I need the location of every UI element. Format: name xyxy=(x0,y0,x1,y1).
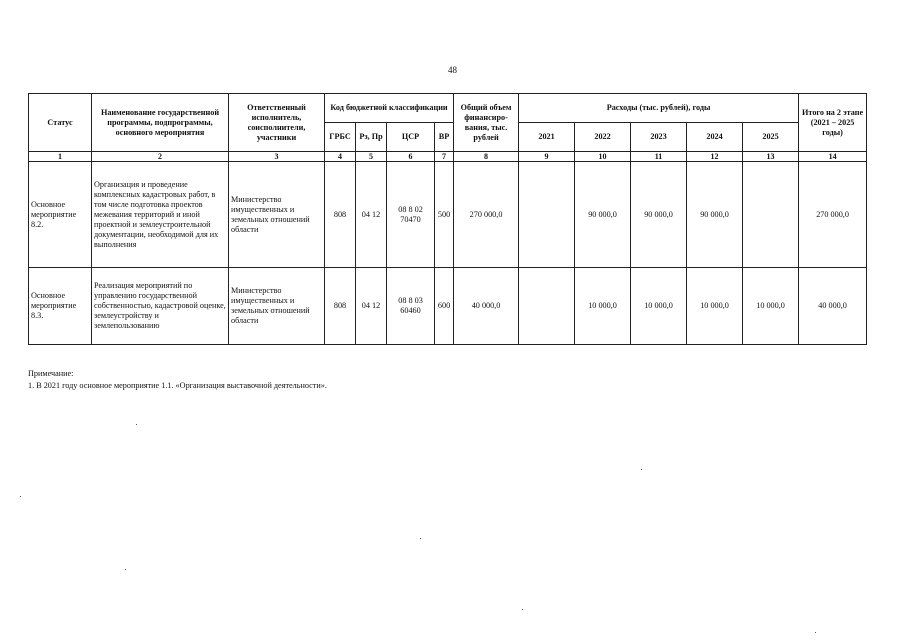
year-2021-cell xyxy=(519,162,575,268)
header-expenses: Расходы (тыс. рублей), годы xyxy=(519,94,799,123)
grbs-cell: 808 xyxy=(325,268,356,345)
column-number: 14 xyxy=(799,152,867,162)
column-number: 2 xyxy=(92,152,229,162)
csr-cell: 08 8 03 60460 xyxy=(387,268,435,345)
rzpr-cell: 04 12 xyxy=(356,268,387,345)
total-cell: 270 000,0 xyxy=(454,162,519,268)
stage-total-cell: 40 000,0 xyxy=(799,268,867,345)
name-cell: Реализация мероприятий по управлению государственной собственностью, кадастровой оценке, землеустройству и землепользованию xyxy=(92,268,229,345)
header-status: Статус xyxy=(29,94,92,152)
header-total-volume: Общий объем финансиро-вания, тыс. рублей xyxy=(454,94,519,152)
responsible-cell: Министерство имущественных и земельных отношений области xyxy=(229,268,325,345)
header-year-2024: 2024 xyxy=(687,123,743,152)
scan-speck xyxy=(641,469,642,470)
column-number: 9 xyxy=(519,152,575,162)
column-number: 3 xyxy=(229,152,325,162)
header-responsible: Ответственный исполнитель, соисполнители, участники xyxy=(229,94,325,152)
year-2025-cell xyxy=(743,162,799,268)
total-cell: 40 000,0 xyxy=(454,268,519,345)
scan-speck xyxy=(20,496,21,497)
responsible-cell: Министерство имущественных и земельных отношений области xyxy=(229,162,325,268)
column-number: 10 xyxy=(575,152,631,162)
note-text: 1. В 2021 году основное мероприятие 1.1. «Организация выставочной деятельности». xyxy=(28,381,327,390)
year-2025-cell: 10 000,0 xyxy=(743,268,799,345)
status-cell: Основное мероприятие 8.2. xyxy=(29,162,92,268)
scan-speck xyxy=(815,632,816,633)
header-year-2023: 2023 xyxy=(631,123,687,152)
column-number-row xyxy=(29,152,867,162)
column-number: 4 xyxy=(325,152,356,162)
header-rzpr: Рз, Пр xyxy=(356,123,387,152)
status-cell: Основное мероприятие 8.3. xyxy=(29,268,92,345)
year-2022-cell: 90 000,0 xyxy=(575,162,631,268)
header-year-2022: 2022 xyxy=(575,123,631,152)
year-2024-cell: 10 000,0 xyxy=(687,268,743,345)
header-stage-total: Итого на 2 этапе (2021 – 2025 годы) xyxy=(799,94,867,152)
header-year-2025: 2025 xyxy=(743,123,799,152)
header-budget-code: Код бюджетной классификации xyxy=(325,94,454,123)
table-row xyxy=(29,162,867,268)
column-number: 5 xyxy=(356,152,387,162)
year-2022-cell: 10 000,0 xyxy=(575,268,631,345)
column-number: 13 xyxy=(743,152,799,162)
vr-cell: 600 xyxy=(435,268,454,345)
grbs-cell: 808 xyxy=(325,162,356,268)
scan-speck xyxy=(522,609,523,610)
column-number: 11 xyxy=(631,152,687,162)
column-number: 6 xyxy=(387,152,435,162)
year-2021-cell xyxy=(519,268,575,345)
budget-table xyxy=(28,93,867,345)
vr-cell: 500 xyxy=(435,162,454,268)
year-2024-cell: 90 000,0 xyxy=(687,162,743,268)
column-number: 7 xyxy=(435,152,454,162)
csr-cell: 08 8 02 70470 xyxy=(387,162,435,268)
header-csr: ЦСР xyxy=(387,123,435,152)
header-year-2021: 2021 xyxy=(519,123,575,152)
rzpr-cell: 04 12 xyxy=(356,162,387,268)
header-name: Наименование государственной программы, подпрограммы, основного мероприятия xyxy=(92,94,229,152)
header-grbs: ГРБС xyxy=(325,123,356,152)
column-number: 8 xyxy=(454,152,519,162)
scan-speck xyxy=(420,538,421,539)
year-2023-cell: 90 000,0 xyxy=(631,162,687,268)
year-2023-cell: 10 000,0 xyxy=(631,268,687,345)
note xyxy=(28,368,327,392)
column-number: 12 xyxy=(687,152,743,162)
column-number: 1 xyxy=(29,152,92,162)
scan-speck xyxy=(136,424,137,425)
scan-speck xyxy=(125,569,126,570)
name-cell: Организация и проведение комплексных кадастровых работ, в том числе подготовка проектов межевания территорий и иной проектной и землеустроительной документации, необходимой для их выполнения xyxy=(92,162,229,268)
table-row xyxy=(29,268,867,345)
stage-total-cell: 270 000,0 xyxy=(799,162,867,268)
page-number: 48 xyxy=(448,65,457,75)
header-vr: ВР xyxy=(435,123,454,152)
note-title: Примечание: xyxy=(28,369,74,378)
